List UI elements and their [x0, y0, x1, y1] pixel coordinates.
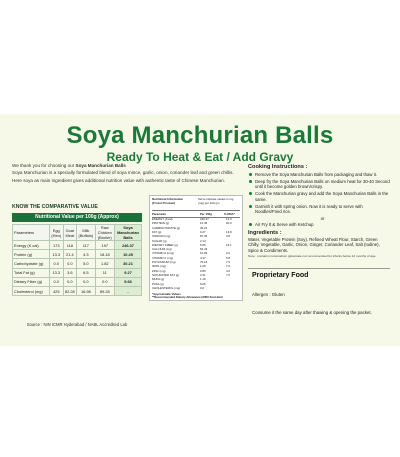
nutrition-foot-approx: *Approximate Values: [152, 292, 181, 296]
nutrition-row: [152, 230, 240, 234]
comparison-title: KNOW THE COMPARATIVE VALUE: [12, 204, 98, 210]
table-cell-highlight: 30.21: [115, 259, 142, 268]
nutrition-cell: CHOLESTEROL (mg): [152, 285, 181, 290]
column-header-highlight: Soya Manchurian Balls: [115, 225, 142, 241]
table-cell: 0.0: [95, 277, 114, 286]
table-row: [13, 268, 142, 277]
nutrition-cell: 2.31: [200, 272, 206, 277]
table-cell: Protein (g): [13, 250, 50, 259]
bullet-icon: [249, 173, 252, 176]
cooking-or: or: [320, 215, 325, 221]
cooking-step: [248, 222, 390, 228]
table-cell: 0.0: [63, 277, 77, 286]
nutrition-row: [152, 239, 240, 243]
nutrition-row: [152, 264, 240, 268]
nutrition-cell: 5.66: [200, 242, 206, 247]
table-cell: 173: [50, 241, 64, 250]
table-cell: 5.0: [77, 259, 95, 268]
nutrition-facts-box: [149, 195, 243, 301]
table-cell: 82.28: [63, 286, 77, 295]
cooking-step-text: Deep fry the Soya Manchurian Balls on medium heat for 30-40 Second until it become golden brown/crispy.: [255, 178, 390, 190]
cooking-step: [248, 172, 390, 178]
table-cell: 3.6: [63, 268, 77, 277]
nutrition-cell: 9.27: [200, 229, 206, 234]
nutrition-cell: 10.09: [200, 251, 208, 256]
nutrition-cell: SUGAR (g): [152, 238, 167, 243]
nutrition-cell: 5.8: [226, 255, 231, 260]
table-cell-highlight: 246.37: [115, 241, 142, 250]
consume-text: Consume it the same day after thawing & opening the packet.: [252, 310, 372, 315]
bullet-icon: [249, 192, 252, 195]
nutrition-cell: 30.21: [200, 225, 208, 230]
table-cell: Dietary Fiber (g): [13, 277, 50, 286]
intro-line1-pre: We thank you for choosing our: [12, 163, 75, 168]
product-title: Soya Manchurian Balls: [66, 122, 334, 149]
nutrition-row: [152, 234, 240, 238]
nutrition-cell: 1.69: [200, 264, 206, 269]
nutrition-cell: 20.9: [226, 221, 232, 226]
table-cell: 13.3: [50, 268, 64, 277]
cooking-instructions: [248, 164, 390, 258]
table-row: [13, 241, 142, 250]
nutrition-cell: 1.19: [200, 277, 206, 282]
nutrition-cell: 10.45: [200, 221, 208, 226]
nutrition-cell: MUFA (g): [152, 277, 165, 282]
nutrition-cell: 7.0: [226, 272, 231, 277]
table-cell: 117: [77, 241, 95, 250]
table-cell: Energy (K cal): [13, 241, 50, 250]
table-cell-highlight: 10.45: [115, 250, 142, 259]
nutrition-cell: SODIUM (mg): [152, 234, 171, 239]
intro-line2: Soya Manchurian is a specially formulated blend of soya mince, garlic, onion, coriander leaf and green chillis.: [12, 170, 234, 176]
nutrition-row: [152, 286, 240, 290]
nutrition-row: [152, 269, 240, 273]
table-cell: 197: [95, 241, 114, 250]
nutrition-cell: 3.8: [226, 234, 231, 239]
table-row: [13, 259, 142, 268]
ingredients-heading: Ingredients :: [248, 230, 282, 237]
table-cell: 0.0: [50, 259, 64, 268]
nutrition-row: [152, 251, 240, 255]
cooking-step: [248, 191, 390, 202]
table-cell: 6.5: [77, 268, 95, 277]
nutrition-cell: PUFA (g): [152, 281, 164, 286]
proprietary-title: Proprietary Food: [252, 272, 309, 279]
nutrition-cell: 7.0: [226, 264, 231, 269]
nutrition-cell: VITAMIN C (mg): [152, 255, 174, 260]
nutrition-cell: POTASSIUM (mg): [152, 260, 176, 264]
ingredients-text: Water, Vegetable Protein (Soy), Refined Wheat Flour, Starch, Green Chilly, Vegetable, Garlic, Onion, Ginger, Coriander Leaf, Salt (Iodine), Spice & Condiments.: [248, 237, 380, 253]
table-cell: 0.0: [77, 277, 95, 286]
nutrition-cell: 246.37: [200, 217, 209, 221]
nutrition-cell: IRON (mg): [152, 264, 166, 269]
intro-product-name: Soya Manchurian Balls: [75, 163, 126, 168]
table-cell-highlight: 9.27: [115, 268, 142, 277]
nutrition-col-rda: % RDA*: [224, 212, 235, 216]
nutrition-cell: 4.0: [226, 268, 231, 273]
comparison-table: [12, 224, 142, 296]
nutrition-cell: 12.3: [226, 217, 232, 221]
allergen-text: Allergen : Gluten: [252, 292, 285, 297]
table-cell: 118: [63, 241, 77, 250]
nutrition-row: [152, 221, 240, 225]
nutrition-foot-rda: **Recommended Dietary Allowance (2000 Kcal diet): [152, 295, 223, 300]
nutrition-cell: CALCIUM (mg): [152, 247, 172, 252]
nutrition-row: [152, 256, 240, 260]
intro-text: [12, 162, 240, 184]
table-cell: Total Fat (g): [13, 268, 50, 277]
nutrition-row: [152, 247, 240, 251]
nutrition-cell: ENERGY (Kcal): [152, 217, 173, 221]
nutrition-row: [152, 273, 240, 277]
nutrition-cell: 76.18: [200, 260, 208, 264]
table-cell: 16.98: [77, 286, 95, 295]
table-cell: 0.0: [63, 259, 77, 268]
cooking-step-text: Air Fry It & Serve with Ketchup: [255, 221, 314, 227]
nutrition-row: [152, 243, 240, 247]
nutrition-heading: Nutritional Information (Frozen Product): [152, 197, 184, 205]
nutrition-row: [152, 217, 240, 221]
nutrition-row: [152, 260, 240, 264]
nutrition-cell: DIETARY FIBER (g): [152, 242, 178, 247]
nutrition-cell: 0.0: [200, 285, 205, 290]
nutrition-cell: 15.1: [226, 242, 232, 247]
table-cell: 0.0: [50, 277, 64, 286]
nutrition-cell: 7.6: [226, 260, 231, 264]
nutrition-cell: 2.0: [226, 251, 231, 256]
table-cell-highlight: 5.66: [115, 277, 142, 286]
table-cell: 425: [50, 286, 64, 295]
column-header: Milk (Buffalo): [77, 225, 95, 241]
nutrition-cell: 0.80: [200, 268, 206, 273]
column-header: Egg (Hen): [50, 225, 64, 241]
nutrition-cell: FAT (g): [152, 229, 162, 234]
nutrition-cell: PROTEIN (g): [152, 221, 170, 226]
table-cell-highlight: -: [115, 286, 142, 295]
bullet-icon: [249, 223, 252, 226]
cooking-step: [248, 179, 390, 190]
product-subtitle: Ready To Heat & Eat / Add Gravy: [106, 150, 294, 164]
column-header: Goat Meat: [63, 225, 77, 241]
nutrition-col-value: Per 100g: [200, 212, 213, 216]
cooking-step: [248, 204, 390, 215]
comparison-source: Source : NIN ICMR Hyderabad / NABL Accredited Lab: [26, 322, 128, 327]
intro-line3: Here soya as main ingredient gives additional nutrition value with authentic taste of Chinese Manchurian.: [12, 177, 225, 183]
table-cell: 21.4: [63, 250, 77, 259]
nutrition-cell: VITAMIN A (mcg): [152, 251, 175, 256]
nutrition-cell: 4.37: [200, 255, 206, 260]
nutrition-cell: 2.14: [200, 238, 206, 243]
nutrition-cell: 54.43: [200, 247, 208, 252]
ingredients-note: Note : contains monosodium glutamate not recommended for infants below 12 months of age.: [248, 253, 377, 258]
table-cell: Carbohydrate (g): [13, 259, 50, 268]
nutrition-row: [152, 277, 240, 281]
comparison-header-row: [13, 225, 142, 241]
nutrition-row: [152, 226, 240, 230]
nutrition-cell: ZINC (mg): [152, 268, 166, 273]
cooking-step-text: Garnish it with spring onion. Now it is ready to serve with Noodles/Fried rice.: [255, 203, 363, 215]
cooking-step-text: Cook the Manchurian gravy and add the Soya Manchurian Balls in the same.: [255, 191, 389, 202]
table-cell: 11: [95, 268, 114, 277]
table-cell: 1.82: [95, 259, 114, 268]
comparison-header-bar: Nutritional Value per 100g (Approx): [12, 213, 142, 222]
cooking-step-text: Remove the Soya Manchurian Balls from packaging and thaw it.: [255, 172, 378, 177]
table-row: [13, 286, 142, 295]
nutrition-cell: 5.06: [200, 281, 206, 286]
cooking-heading: Cooking Instructions :: [248, 164, 308, 170]
table-cell: 89.28: [95, 286, 114, 295]
section-divider: [248, 268, 390, 269]
table-cell: 4.3: [77, 250, 95, 259]
column-header: Raw Chicken (Broiler): [95, 225, 114, 241]
nutrition-row: [152, 282, 240, 286]
nutrition-note: Serve indicate values in mg (mg) per 100 gm: [198, 197, 234, 205]
table-cell: 18.18: [95, 250, 114, 259]
bullet-icon: [249, 180, 252, 183]
table-cell: Cholesterol (mg): [13, 286, 50, 295]
nutrition-cell: 13.8: [226, 229, 232, 234]
nutrition-cell: CARBOHYDRATE (g): [152, 225, 181, 230]
nutrition-footnotes: [152, 293, 240, 300]
nutrition-cell: SATURATED FAT (g): [152, 272, 180, 277]
table-row: [13, 277, 142, 286]
column-header: Parameters: [13, 225, 50, 241]
table-row: [13, 250, 142, 259]
table-cell: 13.3: [50, 250, 64, 259]
nutrition-col-parameter: Parameter: [152, 212, 167, 216]
bullet-icon: [249, 205, 252, 208]
nutrition-cell: 87.35: [200, 234, 208, 239]
